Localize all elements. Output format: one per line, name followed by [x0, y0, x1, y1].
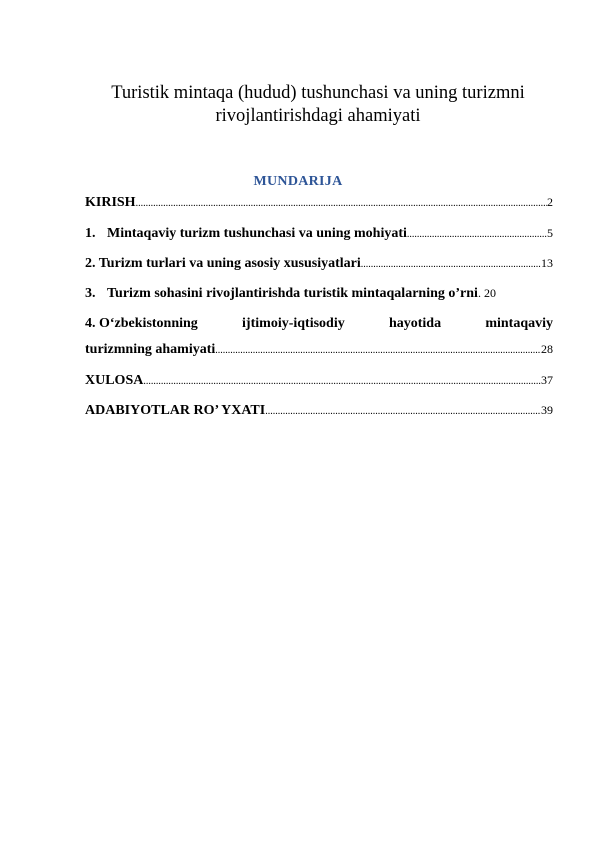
toc-entry-page: 13	[541, 256, 553, 270]
toc-entry-kirish[interactable]	[85, 190, 553, 215]
toc-entry-label: Turizm sohasini rivojlantirishda turistik mintaqalarning o’rni	[107, 286, 478, 301]
toc-entry-4[interactable]	[85, 310, 553, 362]
toc-entry-label-line-1	[85, 310, 553, 337]
toc-word: ijtimoiy-iqtisodiy	[242, 316, 345, 331]
toc-entry-label: KIRISH	[85, 195, 136, 210]
toc-entry-page: 2	[547, 195, 553, 209]
toc-word: hayotida	[388, 316, 442, 331]
dot-leader	[265, 399, 541, 424]
toc-entry-page: 37	[541, 373, 553, 387]
toc-entry-label: turizmning ahamiyati	[85, 342, 216, 357]
toc-word: 4. O‘zbekistonning	[85, 316, 198, 331]
document-title	[70, 82, 566, 128]
toc-entry-page: 5	[547, 226, 553, 240]
title-line-2: rivojlantirishdagi ahamiyati	[215, 106, 421, 126]
toc-entry-label: 2. Turizm turlari va uning asosiy xususiyatlari	[85, 256, 361, 271]
toc-word: mintaqaviy	[485, 316, 553, 331]
toc-heading: MUNDARIJA	[253, 174, 343, 189]
toc-entry-label: XULOSA	[85, 373, 144, 388]
dot-leader	[361, 252, 541, 277]
toc-entry-page: 39	[541, 403, 553, 417]
toc-entry-3[interactable]	[85, 281, 553, 306]
toc-entry-number: 1.	[85, 226, 96, 241]
dot-leader	[215, 338, 541, 363]
dot-leader	[407, 222, 547, 247]
dot-leader	[143, 369, 541, 394]
toc-entry-label: ADABIYOTLAR RO’ YXATI	[85, 403, 266, 418]
table-of-contents	[85, 192, 553, 423]
toc-entry-label: Mintaqaviy turizm tushunchasi va uning mohiyati	[107, 226, 407, 241]
toc-entry-page: 28	[541, 342, 553, 356]
toc-entry-1[interactable]	[85, 221, 553, 246]
dot-leader	[136, 191, 547, 216]
toc-entry-number: 3.	[85, 286, 96, 301]
toc-entry-xulosa[interactable]	[85, 368, 553, 393]
toc-entry-adabiyotlar[interactable]	[85, 398, 553, 423]
toc-entry-2[interactable]	[85, 251, 553, 276]
title-line-1: Turistik mintaqa (hudud) tushunchasi va uning turizmni	[111, 83, 525, 103]
toc-entry-label-line-2	[85, 337, 553, 362]
toc-entry-page: . 20	[477, 286, 496, 300]
